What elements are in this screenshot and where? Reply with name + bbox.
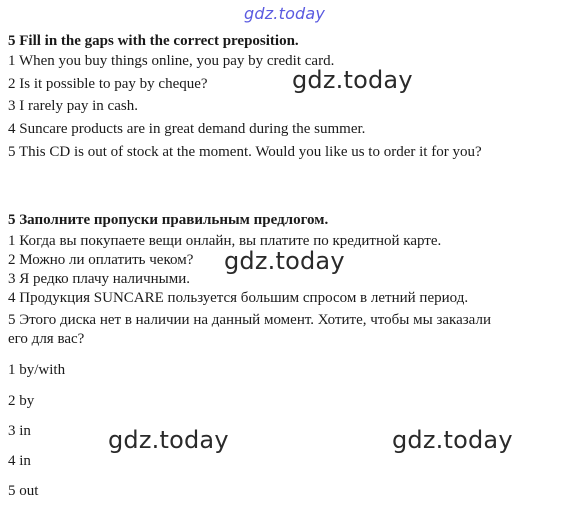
english-item-5: 5 This CD is out of stock at the moment. Would you like us to order it for you? xyxy=(8,144,482,160)
russian-item-5-continued: его для вас? xyxy=(8,331,85,347)
english-item-2: 2 Is it possible to pay by cheque? xyxy=(8,76,208,92)
watermark-english: gdz.today xyxy=(292,66,413,94)
russian-item-1: 1 Когда вы покупаете вещи онлайн, вы платите по кредитной карте. xyxy=(8,233,442,249)
english-item-4: 4 Suncare products are in great demand during the summer. xyxy=(8,121,366,137)
watermark-russian: gdz.today xyxy=(224,247,345,275)
russian-item-2: 2 Можно ли оплатить чеком? xyxy=(8,252,194,268)
answer-4: 4 in xyxy=(8,453,31,469)
russian-item-5: 5 Этого диска нет в наличии на данный момент. Хотите, чтобы мы заказали xyxy=(8,312,491,328)
russian-heading: 5 Заполните пропуски правильным предлогом. xyxy=(8,212,329,228)
english-item-3: 3 I rarely pay in cash. xyxy=(8,98,138,114)
answer-1: 1 by/with xyxy=(8,362,66,378)
watermark-answers-right: gdz.today xyxy=(392,426,513,454)
english-item-1: 1 When you buy things online, you pay by credit card. xyxy=(8,53,335,69)
answer-2: 2 by xyxy=(8,393,35,409)
watermark-answers-left: gdz.today xyxy=(108,426,229,454)
answer-3: 3 in xyxy=(8,423,31,439)
russian-item-3: 3 Я редко плачу наличными. xyxy=(8,271,190,287)
answer-5: 5 out xyxy=(8,483,39,499)
russian-item-4: 4 Продукция SUNCARE пользуется большим спросом в летний период. xyxy=(8,290,469,306)
watermark-top: gdz.today xyxy=(244,4,326,23)
english-heading: 5 Fill in the gaps with the correct preposition. xyxy=(8,33,299,49)
